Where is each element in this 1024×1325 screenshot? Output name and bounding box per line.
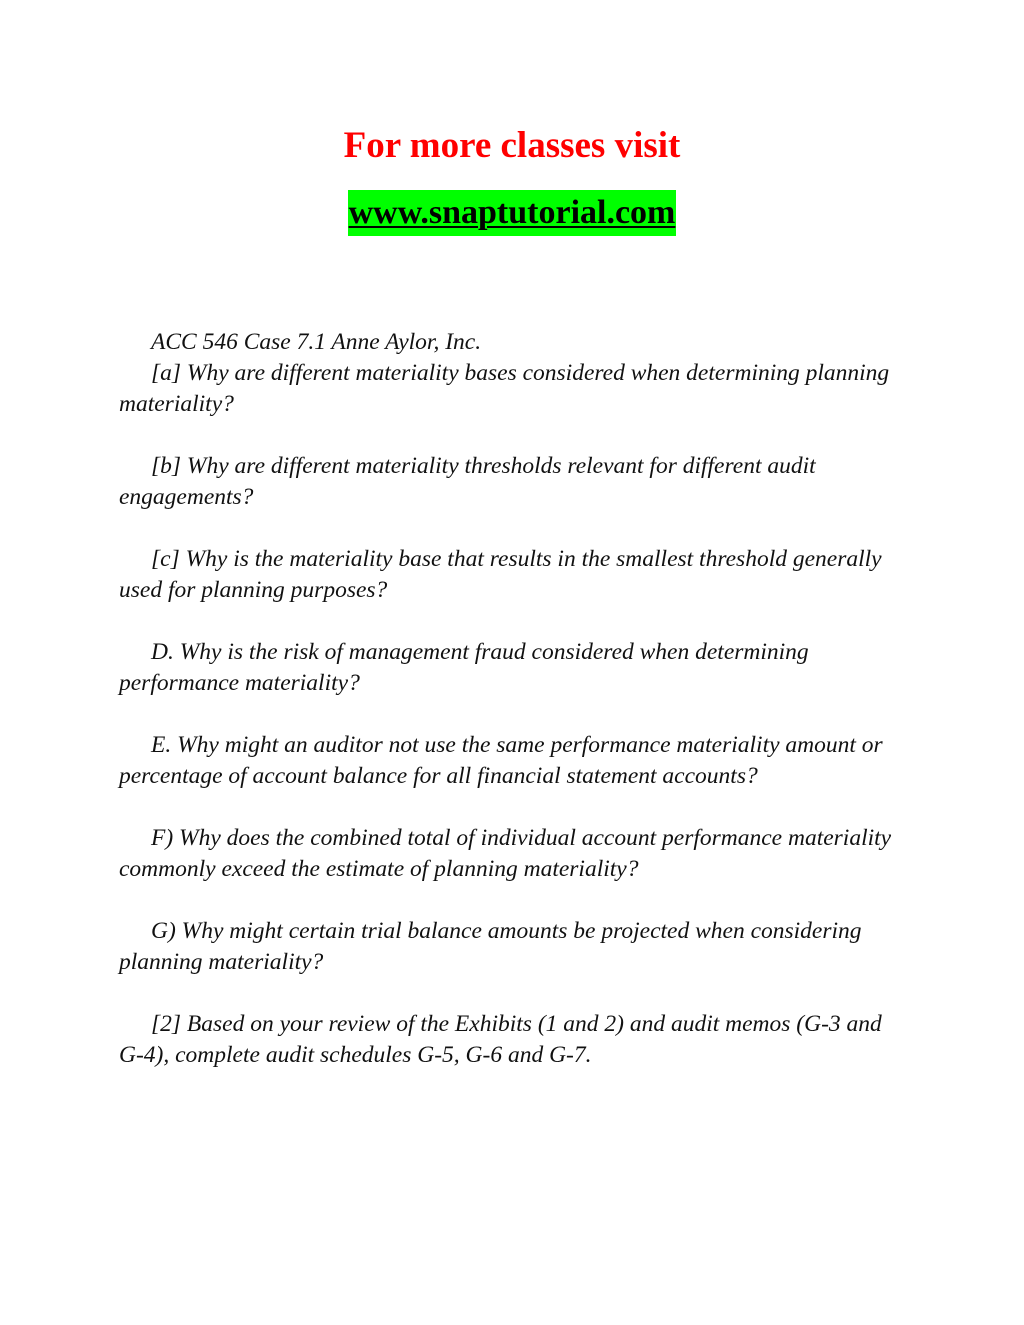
question-c: [c] Why is the materiality base that results in the smallest threshold generally used for planning purposes? <box>119 546 882 603</box>
promo-title: For more classes visit <box>343 125 681 166</box>
case-heading: ACC 546 Case 7.1 Anne Aylor, Inc. <box>151 329 482 355</box>
promo-link-container <box>0 190 1024 236</box>
document-body <box>119 327 909 1071</box>
question-f: F) Why does the combined total of individual account performance materiality commonly exceed the estimate of planning materiality? <box>119 825 892 882</box>
task-2: [2] Based on your review of the Exhibits (1 and 2) and audit memos (G-3 and G-4), complete audit schedules G-5, G-6 and G-7. <box>119 1011 882 1068</box>
question-e: E. Why might an auditor not use the same performance materiality amount or percentage of account balance for all financial statement accounts? <box>119 732 883 789</box>
question-g: G) Why might certain trial balance amounts be projected when considering planning materiality? <box>119 918 862 975</box>
question-b: [b] Why are different materiality thresholds relevant for different audit engagements? <box>119 453 816 510</box>
question-a: [a] Why are different materiality bases considered when determining planning materiality? <box>119 360 890 417</box>
question-d: D. Why is the risk of management fraud considered when determining performance materiality? <box>119 639 809 696</box>
promo-website-link[interactable]: www.snaptutorial.com <box>348 190 677 236</box>
